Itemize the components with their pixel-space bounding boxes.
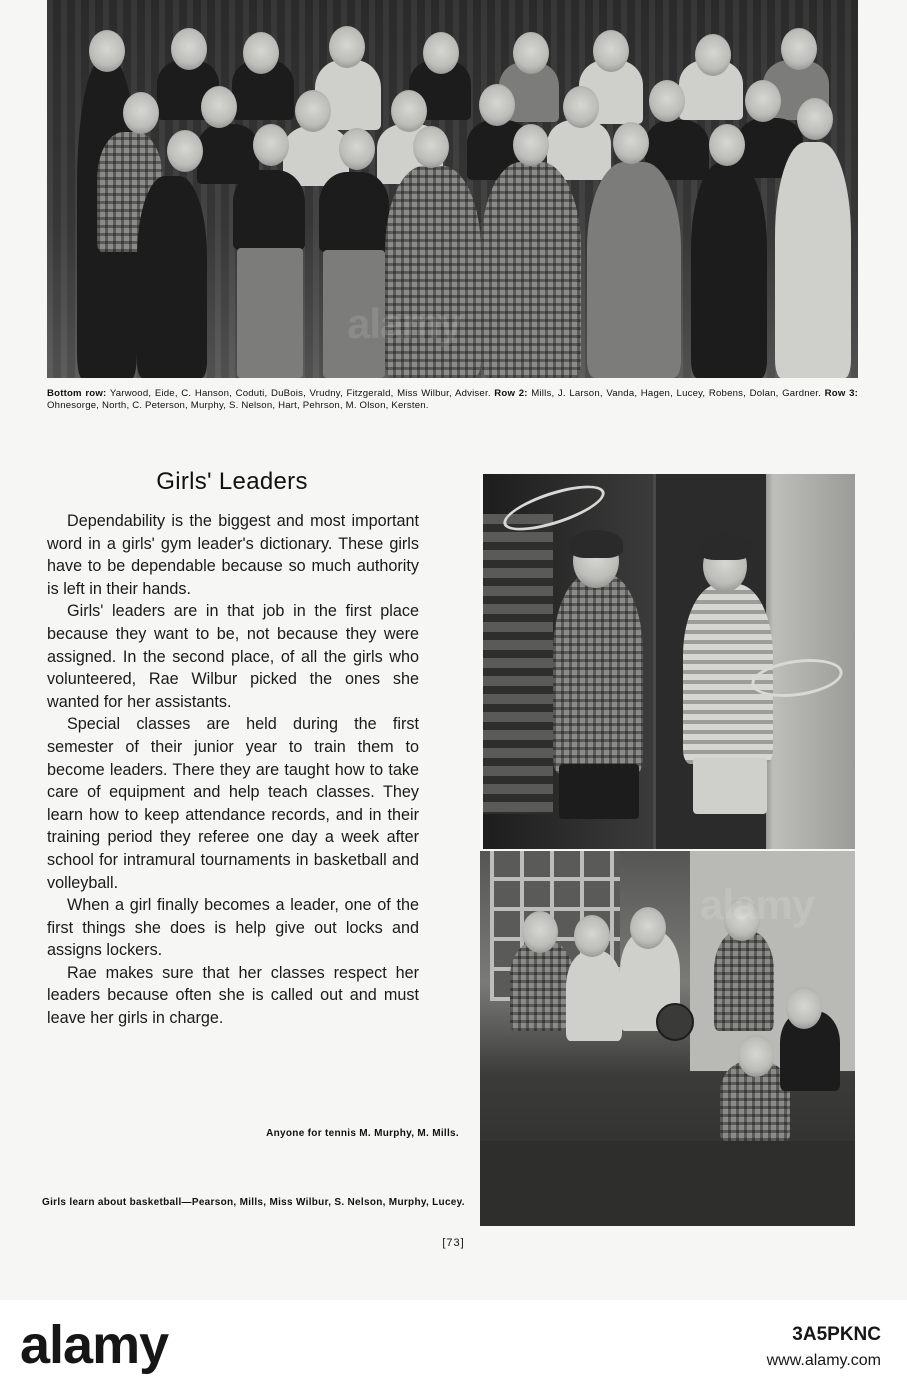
alamy-logo[interactable]: alamy (20, 1315, 169, 1375)
person-head (613, 122, 649, 164)
person-figure (319, 172, 389, 252)
person-head (781, 28, 817, 70)
tennis-photo-caption: Anyone for tennis M. Murphy, M. Mills. (266, 1128, 459, 1139)
watermark: alamy (700, 881, 815, 928)
person-head (413, 126, 449, 168)
person-head (593, 30, 629, 72)
student-head (738, 1035, 774, 1077)
caption-row3-label: Row 3: (824, 388, 859, 399)
basketball (656, 1003, 694, 1041)
article-title: Girls' Leaders (156, 468, 308, 495)
image-id: 3A5PKNC (792, 1324, 881, 1345)
student-hair-left (569, 530, 623, 558)
group-photo (47, 0, 858, 378)
article-body (47, 510, 419, 1030)
person-head (329, 26, 365, 68)
person-head (89, 30, 125, 72)
person-head (253, 124, 289, 166)
student-figure (510, 941, 574, 1031)
student-head (630, 907, 666, 949)
article-paragraph: When a girl finally becomes a leader, one of the first things she does is help give out locks and assigns lockers. (47, 896, 419, 960)
person-head (513, 32, 549, 74)
article-paragraph: Rae makes sure that her classes respect her leaders because often she is called out and must leave her girls in charge. (47, 963, 419, 1028)
person-head (167, 130, 203, 172)
caption-row2-label: Row 2: (494, 388, 528, 399)
student-shorts-right (693, 758, 767, 814)
person-head (745, 80, 781, 122)
person-head (709, 124, 745, 166)
student-figure-left (553, 574, 643, 774)
person-head (201, 86, 237, 128)
person-head (339, 128, 375, 170)
caption-row1-label: Bottom row: (47, 388, 107, 399)
student-shorts-left (559, 764, 639, 819)
article-paragraph: Dependability is the biggest and most important word in a girls' gym leader's dictionary. These girls have to be dependable because so much authority is left in their hands. (47, 512, 419, 598)
footer-url[interactable]: www.alamy.com (766, 1352, 881, 1369)
stock-footer (0, 1300, 907, 1390)
basketball-photo (480, 851, 855, 1226)
student-hair-right (699, 534, 751, 560)
person-head (797, 98, 833, 140)
person-skirt (237, 248, 303, 378)
person-head (243, 32, 279, 74)
person-head (695, 34, 731, 76)
article-paragraph: Special classes are held during the first semester of their junior year to train them to become leaders. There they are taught how to take care of equipment and help teach classes. They learn how to keep attendance records, and in their training period they referee one day a week after school for intramural tournaments in basketball and volleyball. (47, 715, 419, 892)
person-figure (587, 162, 681, 378)
student-figure (714, 931, 774, 1031)
student-head (786, 987, 822, 1029)
watermark: alamy (347, 300, 462, 347)
article-paragraph: Girls' leaders are in that job in the first place because they want to be, not because they were assigned. In the second place, of all the girls who volunteered, Rae Wilbur picked the ones she wanted for her assistants. (47, 602, 419, 711)
person-head (649, 80, 685, 122)
person-figure (481, 162, 581, 378)
person-figure (233, 170, 305, 250)
student-head (574, 915, 610, 957)
person-figure (691, 162, 767, 378)
person-head (391, 90, 427, 132)
gym-floor (480, 1141, 855, 1226)
basketball-photo-caption: Girls learn about basketball—Pearson, Mills, Miss Wilbur, S. Nelson, Murphy, Lucey. (42, 1197, 465, 1208)
person-figure (137, 176, 207, 378)
person-head (123, 92, 159, 134)
page-number: [73] (442, 1237, 465, 1249)
caption-row3-names: Ohnesorge, North, C. Peterson, Murphy, S. Nelson, Hart, Pehrson, M. Olson, Kersten. (47, 400, 429, 411)
caption-row1-names: Yarwood, Eide, C. Hanson, Coduti, DuBois, Vrudny, Fitzgerald, Miss Wilbur, Adviser. (109, 388, 491, 399)
student-figure (566, 951, 622, 1041)
caption-row2-names: Mills, J. Larson, Vanda, Hagen, Lucey, Robens, Dolan, Gardner. (531, 388, 822, 399)
person-head (563, 86, 599, 128)
equipment-shelf (483, 514, 553, 814)
person-figure (775, 142, 851, 378)
tennis-photo (483, 474, 855, 849)
person-head (513, 124, 549, 166)
student-head (522, 911, 558, 953)
person-head (479, 84, 515, 126)
person-head (295, 90, 331, 132)
group-photo-caption (47, 388, 858, 412)
person-head (171, 28, 207, 70)
person-head (423, 32, 459, 74)
